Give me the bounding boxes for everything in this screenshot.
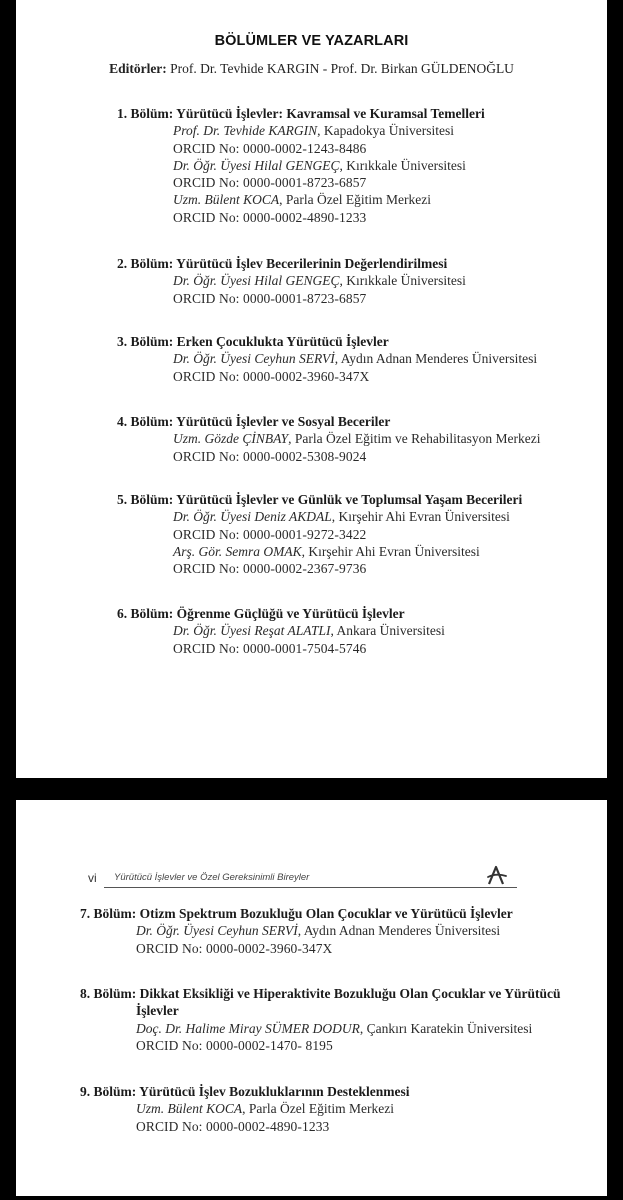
author-affiliation: , Parla Özel Eğitim Merkezi [242,1101,394,1117]
page-number: vi [88,871,97,885]
running-title: Yürütücü İşlevler ve Özel Gereksinimli Bireyler [114,872,310,883]
chapter-label: 5. Bölüm: [117,492,174,507]
orcid-line: ORCID No: 0000-0001-9272-3422 [173,526,367,542]
orcid-line: ORCID No: 0000-0001-8723-6857 [173,175,367,191]
author-line [117,508,601,525]
author-line [117,157,601,174]
chapter-entry [117,255,601,307]
author-affiliation: , Ankara Üniversitesi [330,623,445,639]
chapter-title: Erken Çocuklukta Yürütücü İşlevler [176,334,389,349]
author-line [117,272,601,289]
chapter-title: Yürütücü İşlev Becerilerinin Değerlendirilmesi [176,256,448,271]
chapter-heading [117,491,601,508]
orcid-line: ORCID No: 0000-0002-3960-347X [173,368,370,384]
editors-line [16,61,607,77]
chapter-title: Yürütücü İşlevler: Kavramsal ve Kuramsal Temelleri [176,106,485,121]
author-affiliation: , Parla Özel Eğitim Merkezi [279,192,431,208]
page-bottom [16,800,607,1196]
chapter-label: 1. Bölüm: [117,106,174,121]
chapter-heading [117,333,601,350]
author-name: Dr. Öğr. Üyesi Hilal GENGEÇ [173,157,340,173]
chapter-heading [117,413,601,430]
orcid-line: ORCID No: 0000-0002-5308-9024 [173,448,367,464]
editors-label: Editörler: [109,61,167,76]
chapter-label: 6. Bölüm: [117,606,174,621]
chapter-entry [80,1083,601,1135]
chapter-entry [117,605,601,657]
orcid-line: ORCID No: 0000-0002-1243-8486 [173,140,367,156]
author-line [117,622,601,639]
running-header [88,870,507,888]
orcid-line: ORCID No: 0000-0002-4890-1233 [173,209,367,225]
orcid-line: ORCID No: 0000-0002-3960-347X [136,940,333,956]
chapter-entry [117,333,601,385]
chapter-heading [80,905,601,922]
author-name: Dr. Öğr. Üyesi Reşat ALATLI [173,623,331,639]
page-top [16,0,607,778]
orcid-line: ORCID No: 0000-0002-1470- 8195 [136,1037,333,1053]
section-heading: BÖLÜMLER VE YAZARLARI [214,33,409,49]
author-name: Arş. Gör. Semra OMAK [173,543,302,559]
chapter-label: 9. Bölüm: [80,1084,137,1099]
author-affiliation: , Kırşehir Ahi Evran Üniversitesi [331,509,510,525]
author-name: Uzm. Gözde ÇİNBAY [173,431,289,447]
header-rule [104,887,517,888]
chapter-entry [117,413,601,465]
chapter-label: 8. Bölüm: [80,986,137,1001]
orcid-line: ORCID No: 0000-0001-7504-5746 [173,640,367,656]
chapter-label: 3. Bölüm: [117,334,174,349]
chapter-entry [117,105,601,226]
author-line [117,122,601,139]
author-name: Prof. Dr. Tevhide KARGIN [173,123,318,139]
chapter-heading [117,605,601,622]
editors-names: Prof. Dr. Tevhide KARGIN - Prof. Dr. Birkan GÜLDENOĞLU [170,61,514,76]
chapter-entry [80,985,601,1054]
chapter-title: Yürütücü İşlev Bozukluklarının Desteklenmesi [139,1084,410,1099]
author-affiliation: , Kapadokya Üniversitesi [317,123,454,139]
author-line [80,922,601,939]
author-line [80,1100,601,1117]
author-affiliation: , Aydın Adnan Menderes Üniversitesi [334,351,538,367]
author-line [117,543,601,560]
chapter-entry [117,491,601,577]
author-name: Uzm. Bülent KOCA [173,192,280,208]
chapter-title: Otizm Spektrum Bozukluğu Olan Çocuklar ve Yürütücü İşlevler [139,906,513,921]
author-affiliation: , Kırıkkale Üniversitesi [339,157,466,173]
orcid-line: ORCID No: 0000-0001-8723-6857 [173,290,367,306]
author-affiliation: , Kırıkkale Üniversitesi [339,273,466,289]
author-affiliation: , Kırşehir Ahi Evran Üniversitesi [301,543,480,559]
author-name: Uzm. Bülent KOCA [136,1101,243,1117]
author-line [80,1020,601,1037]
author-name: Dr. Öğr. Üyesi Hilal GENGEÇ [173,273,340,289]
author-name: Dr. Öğr. Üyesi Deniz AKDAL [173,509,332,525]
chapter-label: 4. Bölüm: [117,414,174,429]
author-affiliation: , Parla Özel Eğitim ve Rehabilitasyon Merkezi [288,431,541,447]
chapter-heading [117,105,601,122]
chapter-label: 2. Bölüm: [117,256,174,271]
chapter-heading [80,1083,601,1100]
author-name: Doç. Dr. Halime Miray SÜMER DODUR [136,1020,360,1036]
author-affiliation: , Çankırı Karatekin Üniversitesi [359,1020,533,1036]
author-name: Dr. Öğr. Üyesi Ceyhun SERVİ [173,351,335,367]
chapter-title: Dikkat Eksikliği ve Hiperaktivite Bozukluğu Olan Çocuklar ve Yürütücü İşlevler [136,986,561,1019]
a-logo-icon [485,864,507,886]
orcid-line: ORCID No: 0000-0002-4890-1233 [136,1118,330,1134]
chapter-heading [80,985,601,1020]
author-name: Dr. Öğr. Üyesi Ceyhun SERVİ [136,923,298,939]
orcid-line: ORCID No: 0000-0002-2367-9736 [173,561,367,577]
author-line [117,430,601,447]
chapter-title: Yürütücü İşlevler ve Günlük ve Toplumsal Yaşam Becerileri [176,492,523,507]
author-line [117,350,601,367]
author-line [117,191,601,208]
chapter-title: Yürütücü İşlevler ve Sosyal Beceriler [176,414,391,429]
chapter-entry [80,905,601,957]
chapter-heading [117,255,601,272]
author-affiliation: , Aydın Adnan Menderes Üniversitesi [297,923,501,939]
chapter-title: Öğrenme Güçlüğü ve Yürütücü İşlevler [176,606,405,621]
chapter-label: 7. Bölüm: [80,906,137,921]
